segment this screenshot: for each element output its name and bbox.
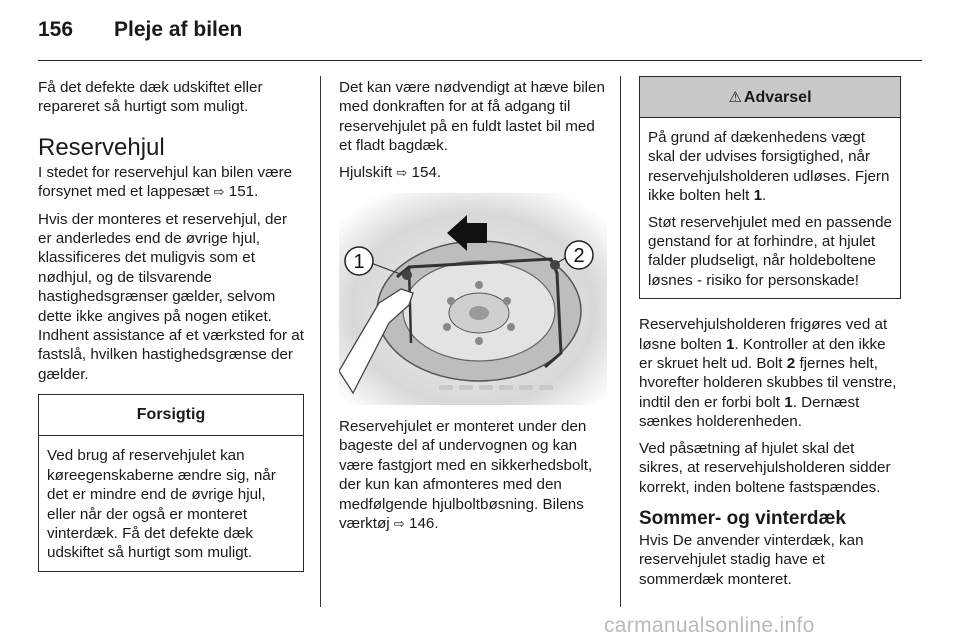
warning-text-1-main: På grund af dækenhedens vægt skal der udvises forsigtighed, når reservehjulsholderen udløses. Fjern ikke bolten helt: [648, 129, 890, 205]
column-divider-1: [320, 76, 321, 607]
column-divider-2: [620, 76, 621, 607]
caution-box: [38, 394, 304, 571]
lappesaet-paragraph: [38, 163, 304, 203]
bolt-2-label: 2: [786, 355, 796, 373]
page-number: 156: [38, 18, 74, 41]
jack-paragraph: Det kan være nødvendigt at hæve bilen med donkraften for at få adgang til reservehjulet på en fuldt lastet bil med et fladt bagdæk.: [339, 79, 605, 155]
refit-paragraph: Ved påsætning af hjulet skal det sikres, at reservehjulsholderen sidder korrekt, inden boltene fastspændes.: [639, 439, 891, 496]
holder-text-b: . Kontroller at den ikke er skruet helt ud. Bolt: [639, 335, 886, 373]
warning-bolt-number: 1: [753, 187, 763, 205]
holder-release-paragraph: [639, 315, 901, 431]
caution-box-text: Ved brug af reservehjulet kan køreegenskaberne ændre sig, når det er mindre end de øvrige hjul, eller når der også er monteret vinterdæk. Få det defekte dæk udskiftet så hurtigt som muligt.: [47, 447, 276, 562]
warning-text-2: Støt reservehjulet med en passende genstand for at forhindre, at hjulet falder pludseligt, når holdeboltene løsnes - risiko for personskade!: [648, 213, 892, 289]
warning-box: [639, 76, 901, 299]
warning-text-1-end: .: [762, 187, 767, 205]
warning-box-title: Advarsel: [743, 89, 812, 106]
holder-text-d: . Dernæst sænkes holderenheden.: [639, 393, 860, 431]
holder-text-c: fjernes helt, hvorefter holderen skubbes til venstre, indtil den er forbi bolt: [639, 355, 897, 411]
bolt-1-label-b: 1: [784, 393, 793, 411]
warning-text-1: [648, 128, 892, 206]
page-ref-arrow-icon: ⇨: [396, 165, 408, 181]
column-1: [38, 78, 304, 572]
tools-ref[interactable]: 146.: [409, 515, 439, 533]
header-rule: [38, 60, 922, 61]
page-ref-arrow-icon: ⇨: [393, 517, 405, 533]
callout-label-1: 1: [353, 251, 365, 274]
page-title: Pleje af bilen: [114, 18, 243, 41]
warning-triangle-icon: ⚠: [728, 88, 742, 106]
mounting-text: Reservehjulet er monteret under den bageste del af undervognen og kan være fastgjort med en sikkerhedsbolt, der kun kan afmonteres med den medfølgende hjulboltbøsning. Bilens værktøj: [339, 418, 593, 533]
speed-limit-paragraph: Hvis der monteres et reservehjul, der er anderledes end de øvrige hjul, klassificeres det muligvis som et nødhjul, og de tilsvarende hastighedsgrænser gælder, selvom dette ikke angives på nogen etiket. Indhent assistance af et værksted for at fastslå, hvilken hastighedsgrænse der gælder.: [38, 210, 304, 383]
holder-text-a: Reservehjulsholderen frigøres ved at løsne bolten: [639, 316, 888, 353]
caution-box-title: Forsigtig: [39, 395, 303, 436]
callout-label-2: 2: [573, 245, 585, 268]
column-3: [639, 68, 901, 596]
page-ref-arrow-icon: ⇨: [213, 185, 225, 201]
section-heading-tyres: Sommer- og vinterdæk: [639, 507, 846, 529]
winter-tyres-paragraph: Hvis De anvender vinterdæk, kan reservehjulet stadig have et sommerdæk monteret.: [639, 531, 864, 588]
warning-box-header: [640, 77, 900, 118]
lappesaet-ref[interactable]: 151.: [228, 183, 259, 201]
bolt-1-label: 1: [725, 335, 735, 353]
lappesaet-text: I stedet for reservehjul kan bilen være forsynet med et lappesæt: [38, 163, 293, 201]
wheel-change-ref[interactable]: 154.: [411, 163, 442, 181]
bolt-1-marker: [402, 270, 412, 280]
mounting-paragraph: [339, 417, 605, 534]
section-heading-reservehjul: Reservehjul: [38, 133, 165, 161]
wheel-change-ref-line: [339, 163, 605, 183]
intro-paragraph: Få det defekte dæk udskiftet eller repareret så hurtigt som muligt.: [38, 79, 263, 116]
spare-wheel-illustration: [339, 193, 607, 405]
column-2: [339, 78, 605, 541]
wheel-change-label: Hjulskift: [339, 163, 393, 181]
watermark-footer: carmanualsonline.info: [604, 614, 815, 637]
